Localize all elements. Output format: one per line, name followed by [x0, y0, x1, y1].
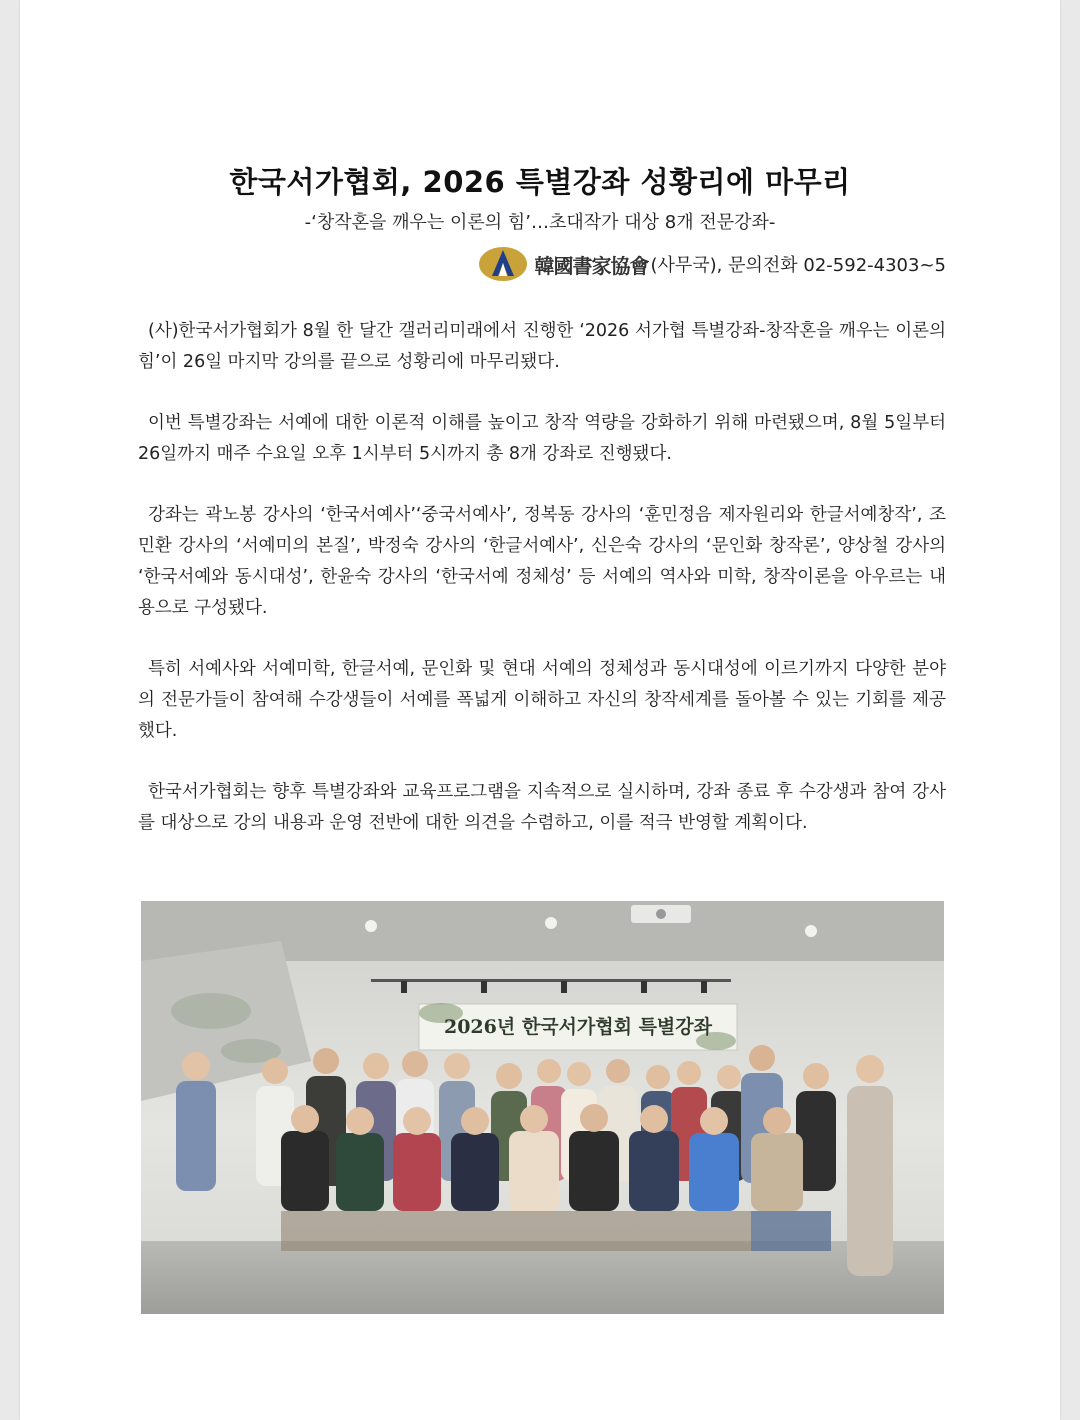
paragraph: 특히 서예사와 서예미학, 한글서예, 문인화 및 현대 서예의 정체성과 동시대성에 이르기까지 다양한 분야의 전문가들이 참여해 수강생들이 서예를 폭넓게 이해하고 자신의 창작세계를 돌아볼 수 있는 기회를 제공했다. [138, 659, 946, 741]
group-photo [141, 901, 944, 1314]
banner-text: 2026년 한국서가협회 특별강좌 [443, 1016, 713, 1038]
paragraph: (사)한국서가협회가 8월 한 달간 갤러리미래에서 진행한 ‘2026 서가협 특별강좌-창작혼을 깨우는 이론의 힘’이 26일 마지막 강의를 끝으로 성황리에 마무리됐다. [138, 321, 946, 372]
group-photo-image [141, 901, 944, 1314]
paragraph: 한국서가협회는 향후 특별강좌와 교육프로그램을 지속적으로 실시하며, 강좌 종료 후 수강생과 참여 강사를 대상으로 강의 내용과 운영 전반에 대한 의견을 수렴하고, 이를 적극 반영할 계획이다. [138, 782, 946, 833]
document-title: 한국서가협회, 2026 특별강좌 성황리에 마무리 [229, 165, 851, 199]
contact-text: (사무국), 문의전화 02-592-4303~5 [650, 255, 946, 276]
association-logo-icon [478, 246, 528, 282]
paragraph: 강좌는 곽노봉 강사의 ‘한국서예사’‘중국서예사’, 정복동 강사의 ‘훈민정음 제자원리와 한글서예창작’, 조민환 강사의 ‘서예미의 본질’, 박정숙 강사의 ‘한글서예사’, 신은숙 강사의 ‘문인화 창작론’, 양상철 강사의 ‘한국서예와 동시대성’, 한윤숙 강사의 ‘한국서예 정체성’ 등 서예의 역사와 미학, 창작이론을 아우르는 내용으로 구성됐다. [138, 505, 946, 618]
paragraph: 이번 특별강좌는 서예에 대한 이론적 이해를 높이고 창작 역량을 강화하기 위해 마련됐으며, 8월 5일부터 26일까지 매주 수요일 오후 1시부터 5시까지 총 8개 강좌로 진행됐다. [138, 413, 946, 464]
document-subtitle: -‘창작혼을 깨우는 이론의 힘’…초대작가 대상 8개 전문강좌- [304, 212, 776, 233]
article-body [138, 316, 946, 869]
association-logo-text: 韓國書家協會 [534, 253, 649, 278]
contact-line [478, 244, 946, 284]
document-page [20, 0, 1060, 1420]
